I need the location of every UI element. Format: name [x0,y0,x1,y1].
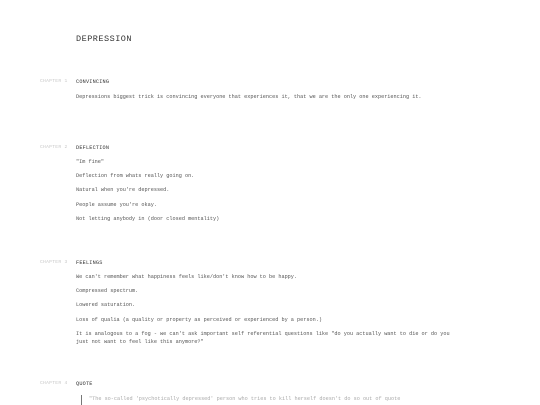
chapter-title: QUOTE [76,380,93,387]
paragraph: We can't remember what happiness feels like/don't know how to be happy. [76,274,298,280]
chapter-label: CHAPTER 3 [40,260,68,265]
paragraph: Loss of qualia (a quality or property as perceived or experienced by a person.) [76,317,322,323]
chapter-title: DEFLECTION [76,144,110,151]
paragraph: Depressions biggest trick is convincing everyone that experiences it, that we are the only one experiencing it. [76,94,422,100]
quote-bar [81,395,82,405]
paragraph: Lowered saturation. [76,302,136,308]
chapter-label: CHAPTER 1 [40,79,68,84]
paragraph: It is analogous to a fog - we can't ask important self referential questions like "do you actually want to die or do you just not want to feel like this anymore?" [76,331,450,345]
chapter-label: CHAPTER 2 [40,145,68,150]
paragraph: People assume you're okay. [76,202,157,208]
quote-text: "The so-called 'psychotically depressed' person who tries to kill herself doesn't do so out of quote [89,396,401,402]
paragraph: Natural when you're depressed. [76,187,170,193]
chapter-label: CHAPTER 4 [40,381,68,386]
paragraph: Deflection from whats really going on. [76,173,195,179]
paragraph: "Im fine" [76,159,105,165]
paragraph: Not letting anybody in (door closed mentality) [76,216,220,222]
page-title: DEPRESSION [76,34,133,44]
chapter-title: FEELINGS [76,259,103,266]
paragraph: Compressed spectrum. [76,288,139,294]
chapter-title: CONVINCING [76,78,110,85]
